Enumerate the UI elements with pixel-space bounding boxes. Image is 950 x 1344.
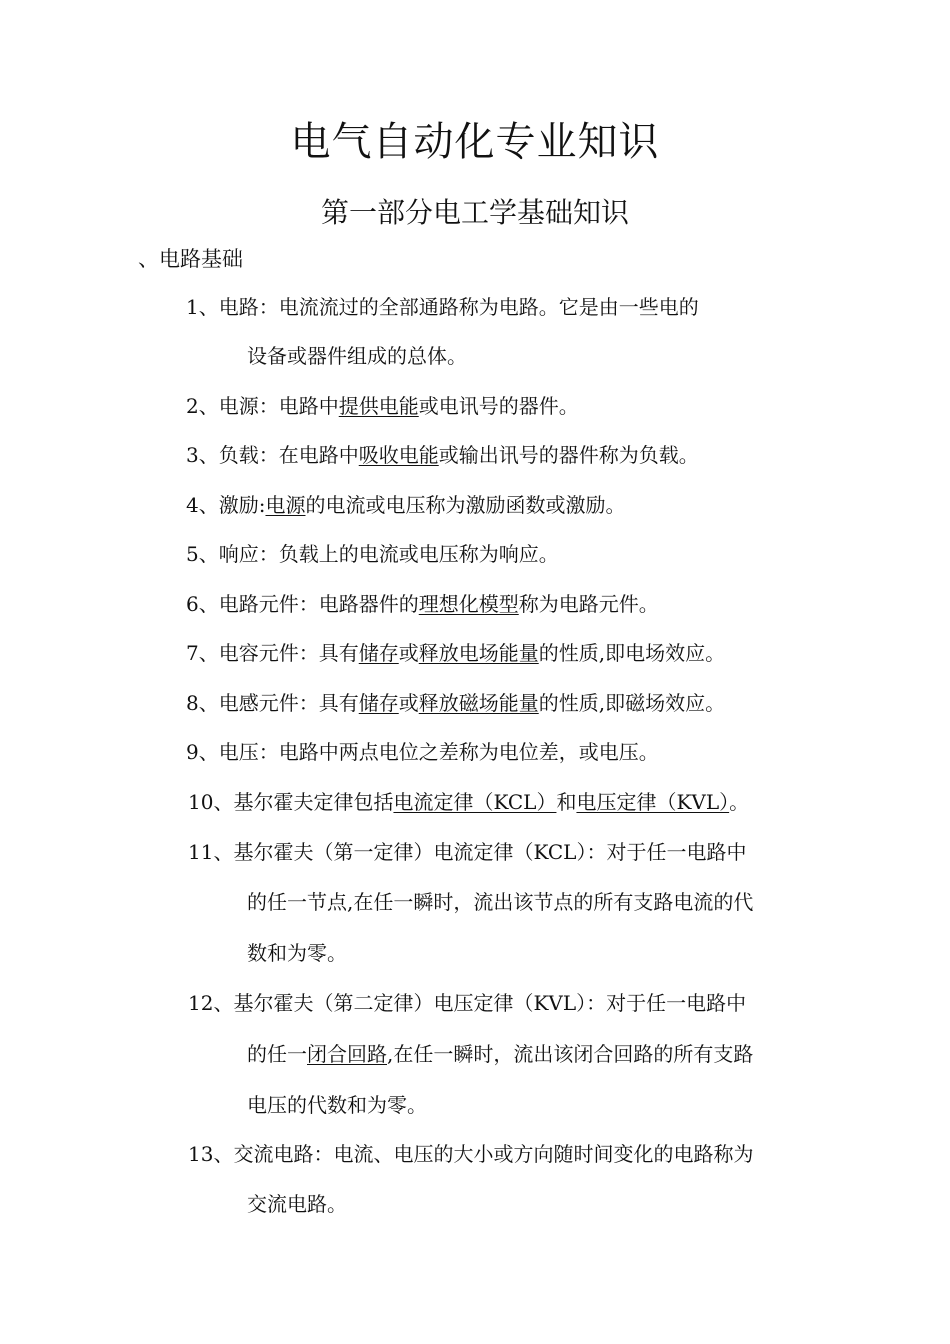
item-term: 响应：	[218, 542, 279, 566]
underlined-term: 理想化模型	[418, 592, 519, 616]
section-title: 第一部分电工学基础知识	[320, 196, 629, 229]
item-text: 的电流或电压称为激励函数或激励。	[305, 493, 626, 517]
underlined-term: 闭合回路	[307, 1042, 387, 1066]
list-item-12-continuation	[247, 1039, 753, 1069]
item-number: 3、	[186, 443, 219, 467]
subsection-heading: 、电路基础	[138, 247, 243, 271]
list-item-4	[186, 490, 625, 520]
item-text: 电路器件的	[318, 592, 419, 616]
list-item-11	[188, 837, 746, 867]
item-text: 电压的代数和为零。	[247, 1093, 427, 1117]
item-number: 9、	[186, 740, 219, 764]
underlined-term: 电流定律（KCL）	[393, 790, 557, 814]
item-text: 或	[398, 691, 419, 715]
item-term: 电感元件：	[218, 691, 319, 715]
item-number: 11、	[188, 840, 234, 864]
page-title: 电气自动化专业知识	[290, 119, 660, 165]
item-term: 电路：	[218, 295, 279, 319]
underlined-term: 电源	[265, 493, 306, 517]
item-text: 基尔霍夫定律包括	[233, 790, 394, 814]
item-text: 电路中两点电位之差称为电位差，或电压。	[278, 740, 659, 764]
underlined-term: 储存	[358, 691, 399, 715]
list-item-8	[186, 688, 725, 718]
underlined-term: 释放磁场能量	[418, 691, 539, 715]
item-term: 负载：	[218, 443, 279, 467]
item-text: 交流电路。	[247, 1192, 347, 1216]
item-term: 电源：	[218, 394, 279, 418]
item-text: 电流、电压的大小或方向随时间变化的电路称为	[333, 1142, 754, 1166]
item-number: 2、	[186, 394, 219, 418]
list-item-5	[186, 539, 559, 569]
item-number: 10、	[188, 790, 234, 814]
item-text: 具有	[318, 691, 359, 715]
item-number: 1、	[186, 295, 219, 319]
list-item-9	[186, 737, 659, 767]
item-text: 基尔霍夫（第二定律）电压定律（KVL）：对于任一电路中	[233, 991, 747, 1015]
item-number: 4、	[186, 493, 219, 517]
item-text: 具有	[318, 641, 359, 665]
item-text: 或输出讯号的器件称为负载。	[438, 443, 699, 467]
item-text: 的性质,即电场效应。	[538, 641, 726, 665]
item-term: 电压：	[218, 740, 279, 764]
item-number: 6、	[186, 592, 219, 616]
item-term: 电路元件：	[218, 592, 319, 616]
list-item-12-continuation	[247, 1090, 427, 1120]
item-text: 或电讯号的器件。	[418, 394, 579, 418]
item-number: 5、	[186, 542, 219, 566]
underlined-term: 吸收电能	[358, 443, 439, 467]
underlined-term: 提供电能	[338, 394, 419, 418]
list-item-13-continuation	[247, 1189, 347, 1219]
underlined-term: 储存	[358, 641, 399, 665]
underlined-term: 电压定律（KVL）	[576, 790, 730, 814]
list-item-6	[186, 589, 659, 619]
item-text: 电路中	[278, 394, 339, 418]
item-term: 激励:	[218, 493, 266, 517]
item-term: 交流电路：	[233, 1142, 334, 1166]
item-text: 的任一	[247, 1042, 307, 1066]
item-text: 设备或器件组成的总体。	[247, 344, 467, 368]
list-item-2	[186, 391, 579, 421]
item-text: 基尔霍夫（第一定律）电流定律（KCL）：对于任一电路中	[233, 840, 747, 864]
item-text: 和	[556, 790, 577, 814]
item-text: 。	[729, 790, 750, 814]
item-text: 或	[398, 641, 419, 665]
list-item-3	[186, 440, 699, 470]
item-number: 13、	[188, 1142, 234, 1166]
item-text: 的性质,即磁场效应。	[538, 691, 726, 715]
list-item-11-continuation	[247, 938, 347, 968]
list-item-1-continuation	[247, 341, 467, 371]
item-number: 7、	[186, 641, 219, 665]
item-text: 在电路中	[278, 443, 359, 467]
item-text: 数和为零。	[247, 941, 347, 965]
list-item-10	[188, 787, 749, 817]
item-text: 负载上的电流或电压称为响应。	[278, 542, 559, 566]
item-text: 称为电路元件。	[518, 592, 659, 616]
item-term: 电容元件：	[218, 641, 319, 665]
item-number: 12、	[188, 991, 234, 1015]
item-number: 8、	[186, 691, 219, 715]
underlined-term: 释放电场能量	[418, 641, 539, 665]
list-item-7	[186, 638, 725, 668]
list-item-1	[186, 292, 699, 322]
list-item-12	[188, 988, 746, 1018]
list-item-13	[188, 1139, 753, 1169]
item-text: 电流流过的全部通路称为电路。它是由一些电的	[278, 295, 699, 319]
item-text: 的任一节点,在任一瞬时，流出该节点的所有支路电流的代	[247, 890, 754, 914]
list-item-11-continuation	[247, 887, 753, 917]
item-text: ,在任一瞬时，流出该闭合回路的所有支路	[387, 1042, 754, 1066]
